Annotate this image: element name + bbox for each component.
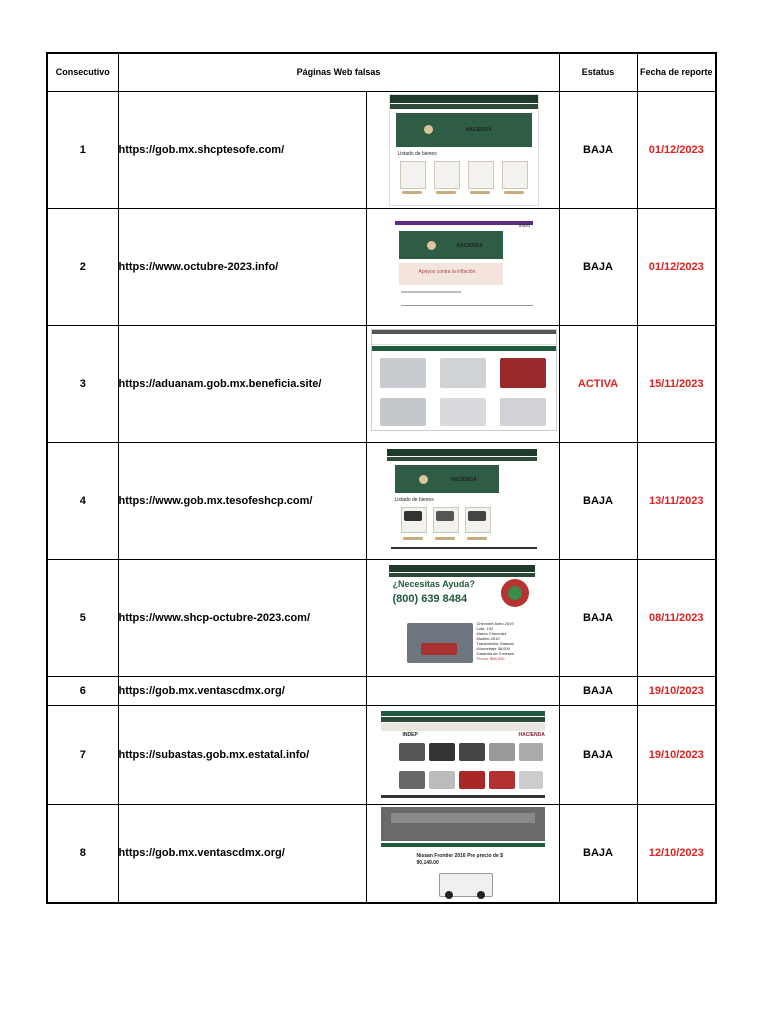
fake-url: https://www.octubre-2023.info/ [118,208,366,325]
caption-text: Apoyos contra la inflación [418,268,476,275]
report-date: 15/11/2023 [637,325,716,442]
table-row [47,676,716,705]
website-screenshot [389,94,539,206]
brand-text: HACIENDA [450,476,477,483]
help-phone: (800) 639 8484 [392,592,468,605]
report-date: 08/11/2023 [637,559,716,676]
header-consecutivo: Consecutivo [47,53,118,91]
status-badge: BAJA [559,705,637,804]
row-number: 4 [47,442,118,559]
website-screenshot [371,329,557,431]
listing-title: Nissan Frontier 2016 Pre precio de $ [416,852,503,859]
table-row [47,442,716,559]
report-table [46,52,717,904]
spec-line: Lote: 102 [476,625,494,631]
fake-url: https://aduanam.gob.mx.beneficia.site/ [118,325,366,442]
row-number: 5 [47,559,118,676]
table-row [47,804,716,903]
website-screenshot [395,221,533,309]
report-date: 01/12/2023 [637,208,716,325]
website-screenshot [381,807,545,901]
status-badge: BAJA [559,676,637,705]
row-number: 7 [47,705,118,804]
status-badge: BAJA [559,442,637,559]
screenshot-cell [366,442,559,559]
table-row [47,325,716,442]
row-number: 8 [47,804,118,903]
screenshot-cell [366,804,559,903]
table-row [47,91,716,208]
screenshot-cell [366,676,559,705]
row-number: 3 [47,325,118,442]
table-row [47,208,716,325]
row-number: 2 [47,208,118,325]
report-date: 12/10/2023 [637,804,716,903]
screenshot-cell [366,705,559,804]
screenshot-cell [366,559,559,676]
spec-line: Chevrolet Aveo 2019 [476,620,514,626]
row-number: 6 [47,676,118,705]
fake-url: https://gob.mx.shcptesofe.com/ [118,91,366,208]
help-headline: ¿Necesitas Ayuda? [392,578,475,589]
header-estatus: Estatus [559,53,637,91]
fake-url: https://subastas.gob.mx.estatal.info/ [118,705,366,804]
brand-left: INDEP [402,731,418,738]
tab-text: Inicio [518,222,531,229]
brand-text: HACIENDA [465,126,492,133]
listing-price: 90,149.00 [416,859,439,866]
spec-line: Kilometraje 38,000 [476,645,510,651]
brand-text: HACIENDA [456,242,483,249]
caption-text: Listado de bienes [394,496,434,503]
fake-url: https://gob.mx.ventascdmx.org/ [118,804,366,903]
report-date: 19/10/2023 [637,705,716,804]
report-date: 19/10/2023 [637,676,716,705]
spec-line: Precio: $58,000 [476,655,505,661]
brand-right: HACIENDA [518,731,545,738]
table-row [47,705,716,804]
spec-line: Transmisión: Manual [476,640,514,646]
spec-line: Marca Chevrolet [476,630,506,636]
status-badge: BAJA [559,559,637,676]
screenshot-cell [366,208,559,325]
fake-url: https://www.gob.mx.tesofeshcp.com/ [118,442,366,559]
caption-text: Listado de bienes [397,150,437,157]
website-screenshot [389,565,535,671]
status-badge: BAJA [559,208,637,325]
status-badge: ACTIVA [559,325,637,442]
status-badge: BAJA [559,91,637,208]
fake-url: https://www.shcp-octubre-2023.com/ [118,559,366,676]
header-paginas-web: Páginas Web falsas [118,53,559,91]
screenshot-cell [366,325,559,442]
status-badge: BAJA [559,804,637,903]
report-date: 13/11/2023 [637,442,716,559]
header-fecha-reporte: Fecha de reporte [637,53,716,91]
row-number: 1 [47,91,118,208]
spec-line: Modelo 2019 [476,635,500,641]
website-screenshot [381,711,545,799]
website-screenshot [387,449,537,551]
screenshot-cell [366,91,559,208]
report-date: 01/12/2023 [637,91,716,208]
table-row [47,559,716,676]
spec-line: Garantía de 3 meses [476,650,514,656]
fake-url: https://gob.mx.ventascdmx.org/ [118,676,366,705]
